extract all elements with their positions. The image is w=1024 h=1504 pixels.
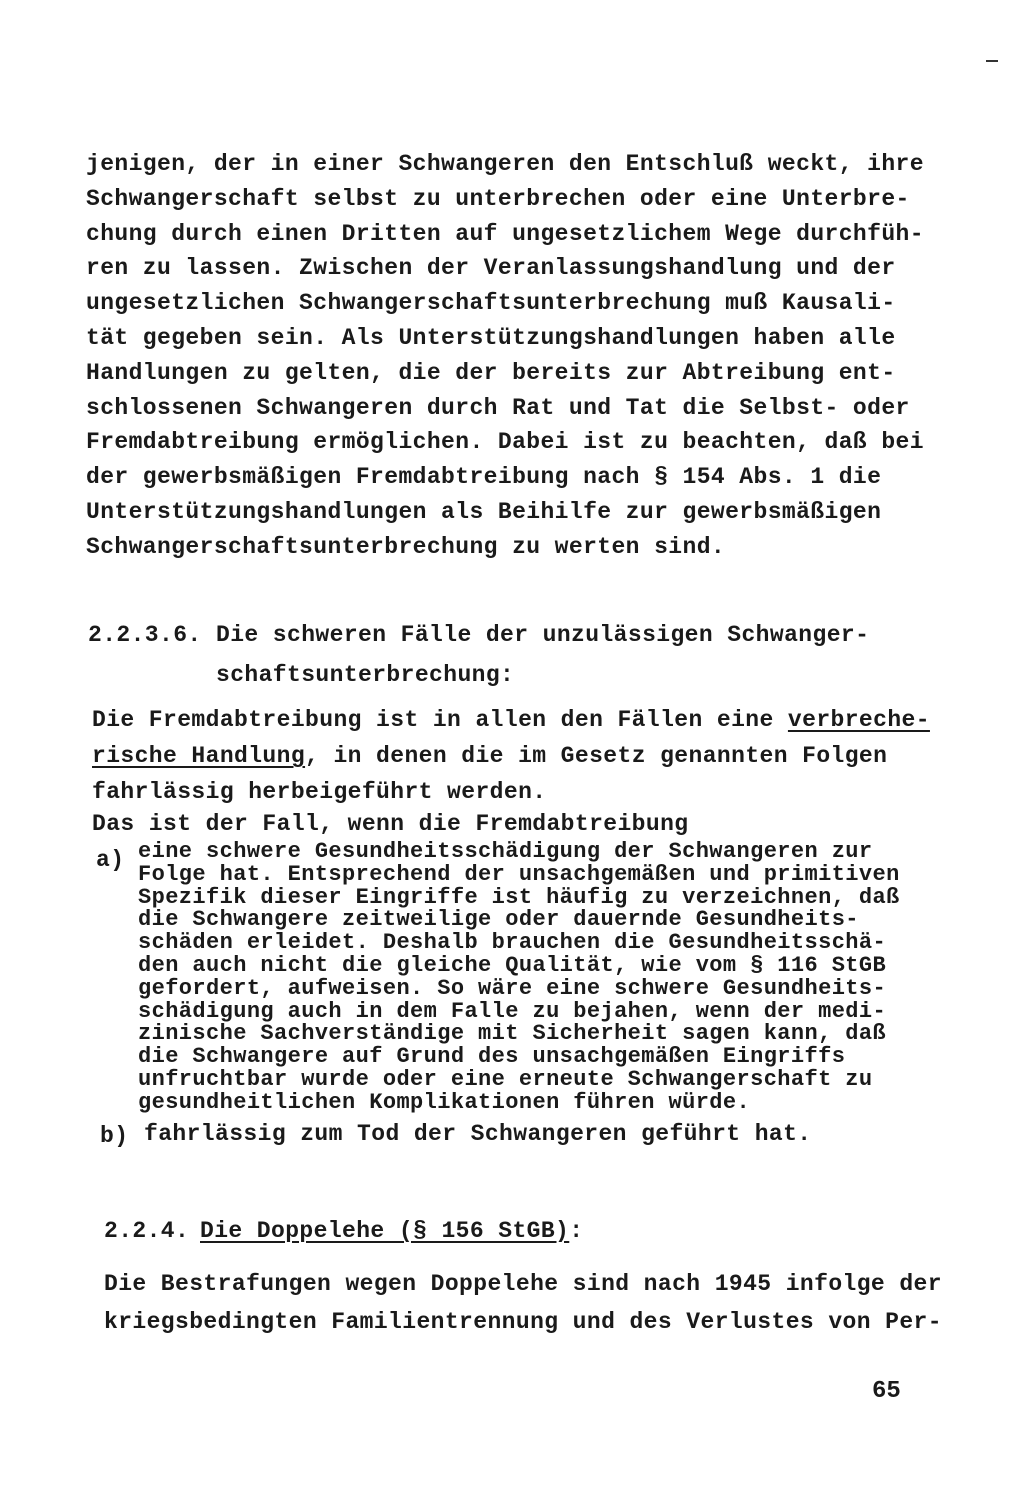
page-number: 65: [872, 1378, 901, 1405]
p3-line: kriegsbedingten Familientrennung und des Verlustes von Per-: [104, 1309, 942, 1335]
p1-line: Handlungen zu gelten, die der bereits zur Abtreibung ent-: [86, 359, 896, 386]
section-title-doppelehe: Die Doppelehe (§ 156 StGB):: [200, 1218, 584, 1244]
p1-line: chung durch einen Dritten auf ungesetzlichem Wege durchfüh-: [86, 220, 924, 247]
list-a-line: gesundheitlichen Komplikationen führen würde.: [138, 1089, 751, 1115]
list-a-line: die Schwangere zeitweilige oder dauernde Gesundheits-: [138, 907, 859, 933]
list-a-line: Folge hat. Entsprechend der unsachgemäßen und primitiven: [138, 861, 900, 887]
p1-line: Schwangerschaftsunterbrechung zu werten sind.: [86, 533, 726, 560]
paragraph-2-line-3: fahrlässig herbeigeführt werden.: [92, 779, 547, 805]
list-a-line: gefordert, aufweisen. So wäre eine schwere Gesundheits-: [138, 975, 887, 1001]
p1-line: der gewerbsmäßigen Fremdabtreibung nach § 154 Abs. 1 die: [86, 464, 882, 491]
list-a-line: zinische Sachverständige mit Sicherheit sagen kann, daß: [138, 1021, 887, 1047]
paragraph-2-line-1: Die Fremdabtreibung ist in allen den Fällen eine verbreche-: [92, 707, 930, 733]
p1-line: Fremdabtreibung ermöglichen. Dabei ist zu beachten, daß bei: [86, 429, 924, 456]
section-number-2236: 2.2.3.6.: [88, 622, 202, 648]
p1-line: tät gegeben sein. Als Unterstützungshandlungen haben alle: [86, 325, 896, 351]
section-title-line-2: schaftsunterbrechung:: [216, 662, 515, 688]
list-a-line: schäden erleidet. Deshalb brauchen die Gesundheitsschä-: [138, 930, 887, 956]
section-title-line-1: Die schweren Fälle der unzulässigen Schwanger-: [216, 622, 870, 648]
p1-line: schlossenen Schwangeren durch Rat und Tat die Selbst- oder: [86, 394, 910, 421]
list-a-line: eine schwere Gesundheitsschädigung der Schwangeren zur: [138, 839, 873, 864]
paragraph-2-line-4: Das ist der Fall, wenn die Fremdabtreibung: [92, 811, 689, 837]
list-a-line: die Schwangere auf Grund des unsachgemäßen Eingriffs: [138, 1044, 846, 1070]
p1-line: jenigen, der in einer Schwangeren den Entschluß weckt, ihre: [86, 151, 924, 177]
section-number-224: 2.2.4.: [104, 1218, 190, 1244]
underlined-term-part-2: rische Handlung: [92, 743, 306, 769]
list-marker-a: a): [96, 847, 125, 873]
p1-line: ungesetzlichen Schwangerschaftsunterbrechung muß Kausali-: [86, 290, 896, 317]
list-a-line: den auch nicht die gleiche Qualität, wie vom § 116 StGB: [138, 953, 887, 978]
list-a-line: schädigung auch in dem Falle zu bejahen, wenn der medi-: [138, 998, 887, 1024]
p3-line: Die Bestrafungen wegen Doppelehe sind nach 1945 infolge der: [104, 1271, 942, 1297]
list-marker-b: b): [100, 1123, 129, 1149]
p1-line: ren zu lassen. Zwischen der Veranlassungshandlung und der: [86, 255, 896, 282]
underlined-term-part-1: verbreche-: [787, 707, 930, 733]
p1-line: Schwangerschaft selbst zu unterbrechen oder eine Unterbre-: [86, 185, 910, 212]
list-a-line: Spezifik dieser Eingriffe ist häufig zu verzeichnen, daß: [138, 884, 900, 910]
list-item-b: fahrlässig zum Tod der Schwangeren geführt hat.: [144, 1121, 812, 1147]
p1-line: Unterstützungshandlungen als Beihilfe zur gewerbsmäßigen: [86, 499, 882, 525]
paragraph-2-line-2: rische Handlung, in denen die im Gesetz genannten Folgen: [92, 743, 888, 769]
margin-mark: [986, 60, 998, 62]
list-a-line: unfruchtbar wurde oder eine erneute Schwangerschaft zu: [138, 1067, 873, 1092]
